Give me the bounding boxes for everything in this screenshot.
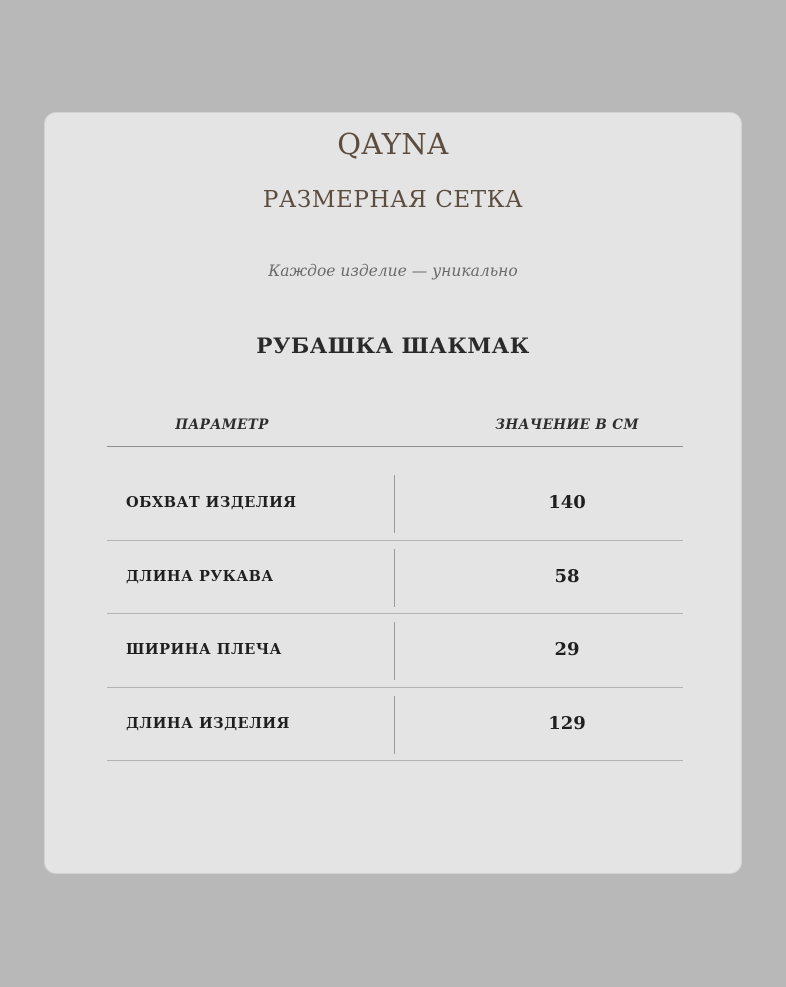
header-parameter: ПАРАМЕТР — [175, 417, 269, 433]
brand-logo-text: QAYNA — [337, 127, 449, 161]
size-chart-card — [44, 112, 742, 874]
table-header — [107, 413, 683, 447]
table-row — [107, 467, 683, 541]
table-row — [107, 614, 683, 688]
row-label: ОБХВАТ ИЗДЕЛИЯ — [126, 494, 297, 511]
table-row — [107, 541, 683, 615]
column-divider — [394, 622, 395, 680]
product-name: РУБАШКА ШАКМАК — [256, 334, 530, 359]
column-divider — [394, 475, 395, 533]
row-value: 58 — [554, 565, 580, 587]
row-label: ДЛИНА РУКАВА — [126, 567, 274, 585]
table-row — [107, 688, 683, 762]
column-divider — [394, 696, 395, 754]
header-value: ЗНАЧЕНИЕ В СМ — [495, 417, 639, 433]
table-body — [107, 447, 683, 761]
column-divider — [394, 549, 395, 607]
row-value: 129 — [548, 712, 586, 734]
tagline: Каждое изделие — уникально — [268, 262, 518, 280]
row-value: 29 — [554, 639, 580, 660]
size-table — [107, 413, 683, 761]
row-label: ШИРИНА ПЛЕЧА — [126, 641, 282, 658]
row-label: ДЛИНА ИЗДЕЛИЯ — [126, 714, 290, 732]
row-value: 140 — [548, 492, 586, 513]
size-chart-title: РАЗМЕРНАЯ СЕТКА — [262, 187, 524, 213]
